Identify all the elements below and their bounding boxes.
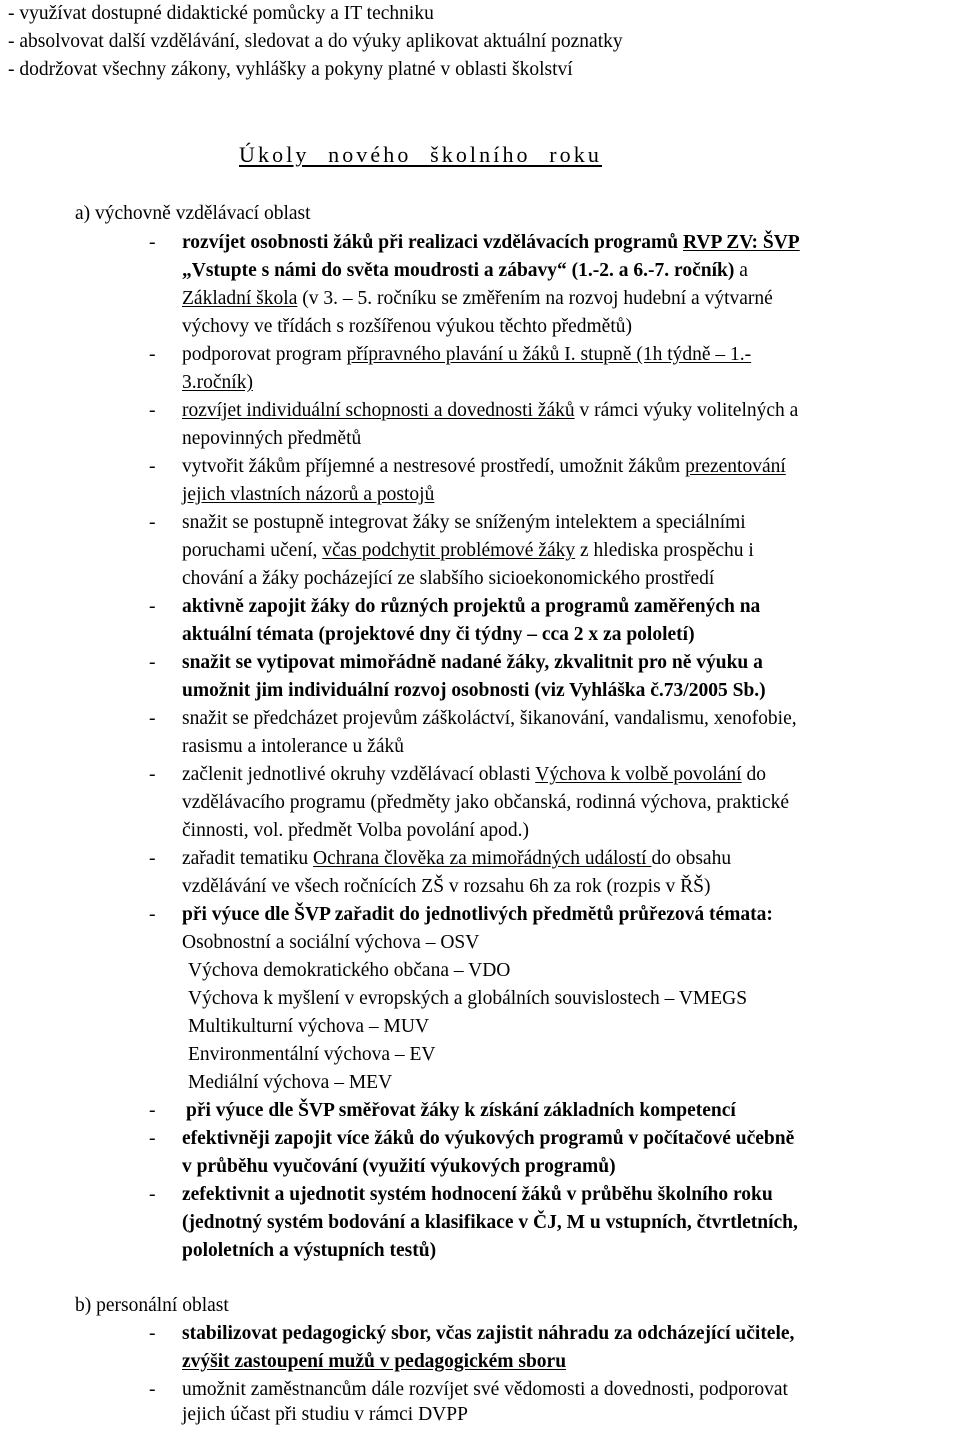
section-a-item-14-line-1: zefektivnit a ujednotit systém hodnocení žáků v průběhu školního roku: [182, 1184, 773, 1205]
bullet-dash: -: [149, 344, 156, 365]
text: rozvíjet osobnosti žáků při realizaci vzdělávacích programů: [182, 232, 683, 253]
section-a-item-13-line-2: v průběhu vyučování (využití výukových programů): [182, 1156, 616, 1177]
section-a-item-11-line-1: při výuce dle ŠVP zařadit do jednotlivých předmětů průřezová témata:: [182, 904, 773, 925]
bullet-dash: -: [149, 708, 156, 729]
section-a-item-1-line-4: výchovy ve třídách s rozšířenou výukou těchto předmětů): [182, 316, 632, 337]
section-b-heading: b) personální oblast: [75, 1295, 229, 1316]
section-a-item-9-line-3: činnosti, vol. předmět Volba povolání apod.): [182, 820, 529, 841]
section-a-item-1-line-3: [182, 285, 773, 313]
topic-mev: Mediální výchova – MEV: [188, 1072, 393, 1093]
section-b-item-2-line-1: umožnit zaměstnancům dále rozvíjet své vědomosti a dovednosti, podporovat: [182, 1379, 788, 1400]
topic-vdo: Výchova demokratického občana – VDO: [188, 960, 511, 981]
section-a-item-9-line-1: [182, 761, 766, 789]
section-a-item-8-line-1: snažit se předcházet projevům záškoláctví, šikanování, vandalismu, xenofobie,: [182, 708, 797, 729]
section-a-item-14-line-3: pololetních a výstupních testů): [182, 1240, 437, 1261]
text: poruchami učení,: [182, 540, 323, 561]
section-a-item-4-line-2: jejich vlastních názorů a postojů: [182, 484, 435, 505]
section-a-item-13-line-1: efektivněji zapojit více žáků do výukových programů v počítačové učebně: [182, 1128, 795, 1149]
section-a-item-3-line-1: [182, 397, 798, 425]
bullet-dash: -: [149, 1128, 156, 1149]
text: zařadit tematiku: [182, 848, 314, 869]
topic-vmegs: Výchova k myšlení v evropských a globálních souvislostech – VMEGS: [188, 988, 748, 1009]
section-a-item-1-line-1: [182, 229, 800, 257]
text: Ochrana člověka za mimořádných událostí: [313, 848, 652, 869]
bullet-dash: -: [149, 904, 156, 925]
text: podporovat program: [182, 344, 347, 365]
text: prezentování: [685, 456, 786, 477]
bullet-dash: -: [149, 1100, 156, 1121]
rvp-link-text: RVP ZV: ŠVP: [683, 232, 800, 253]
section-a-item-9-line-2: vzdělávacího programu (předměty jako občanská, rodinná výchova, praktické: [182, 792, 789, 813]
topic-osv: Osobnostní a sociální výchova – OSV: [182, 932, 480, 953]
bullet-dash: -: [149, 400, 156, 421]
section-a-item-10-line-2: vzdělávání ve všech ročnících ZŠ v rozsahu 6h za rok (rozpis v ŘŠ): [182, 876, 711, 897]
section-a-heading: a) výchovně vzdělávací oblast: [75, 203, 311, 224]
page-title: Úkoly nového školního roku: [239, 142, 602, 167]
bullet-dash: -: [149, 456, 156, 477]
section-a-item-8-line-2: rasismu a intolerance u žáků: [182, 736, 404, 757]
bullet-dash: -: [149, 1184, 156, 1205]
bullet-dash: -: [149, 1323, 156, 1344]
bullet-dash: -: [149, 848, 156, 869]
section-a-item-10-line-1: [182, 845, 731, 873]
text: z hlediska prospěchu i: [575, 540, 754, 561]
section-a-item-5-line-2: [182, 537, 754, 565]
section-b-item-2-line-2: jejich účast při studiu v rámci DVPP: [182, 1404, 468, 1425]
section-a-item-5-line-1: snažit se postupně integrovat žáky se sníženým intelektem a speciálními: [182, 512, 746, 533]
section-a-item-5-line-3: chování a žáky pocházející ze slabšího sicioekonomického prostředí: [182, 568, 715, 589]
bullet-dash: -: [149, 764, 156, 785]
text: ročníku se změřením na rozvoj hudební a výtvarné: [376, 288, 773, 309]
bullet-dash: -: [149, 1379, 156, 1400]
text: rozvíjet individuální schopnosti a dovednosti žáků: [182, 400, 575, 421]
text: v rámci výuky volitelných a: [574, 400, 799, 421]
text: (v 3. – 5.: [297, 288, 377, 309]
text: do obsahu: [651, 848, 732, 869]
section-a-item-3-line-2: nepovinných předmětů: [182, 428, 362, 449]
section-a-item-14-line-2: (jednotný systém bodování a klasifikace v ČJ, M u vstupních, čtvrtletních,: [182, 1212, 798, 1233]
bullet-dash: -: [149, 596, 156, 617]
bullet-dash: -: [149, 232, 156, 253]
text: Základní škola: [182, 288, 298, 309]
section-a-item-6-line-1: aktivně zapojit žáky do různých projektů a programů zaměřených na: [182, 596, 761, 617]
text: přípravného plavání u žáků I. stupně (1h týdně – 1.-: [346, 344, 752, 365]
section-a-item-7-line-1: snažit se vytipovat mimořádně nadané žáky, zkvalitnit pro ně výuku a: [182, 652, 763, 673]
section-a-item-7-line-2: umožnit jim individuální rozvoj osobnosti (viz Vyhláška č.73/2005 Sb.): [182, 680, 766, 701]
section-a-item-6-line-2: aktuální témata (projektové dny či týdny – cca 2 x za pololetí): [182, 624, 695, 645]
section-a-item-2-line-1: [182, 341, 751, 369]
text: včas podchytit problémové žáky: [322, 540, 576, 561]
intro-line-3: - dodržovat všechny zákony, vyhlášky a pokyny platné v oblasti školství: [8, 59, 573, 80]
bullet-dash: -: [149, 512, 156, 533]
intro-line-2: - absolvovat další vzdělávání, sledovat a do výuky aplikovat aktuální poznatky: [8, 31, 623, 52]
text: Výchova k volbě povolání: [535, 764, 742, 785]
text: začlenit jednotlivé okruhy vzdělávací oblasti: [182, 764, 536, 785]
bullet-dash: -: [149, 652, 156, 673]
section-a-item-1-line-2: [182, 257, 748, 285]
topic-muv: Multikulturní výchova – MUV: [188, 1016, 430, 1037]
section-a-item-12-line-1: při výuce dle ŠVP směřovat žáky k získání základních kompetencí: [186, 1100, 736, 1121]
topic-ev: Environmentální výchova – EV: [188, 1044, 436, 1065]
section-b-item-1-line-1: stabilizovat pedagogický sbor, včas zajistit náhradu za odcházející učitele,: [182, 1323, 795, 1344]
text: vytvořit žákům příjemné a nestresové prostředí, umožnit žákům: [182, 456, 686, 477]
text: a: [734, 260, 748, 281]
section-b-item-1-line-2: zvýšit zastoupení mužů v pedagogickém sboru: [182, 1351, 567, 1372]
intro-line-1: - využívat dostupné didaktické pomůcky a IT techniku: [8, 3, 434, 24]
text: do: [741, 764, 766, 785]
text: ročník): [674, 260, 735, 281]
text: „Vstupte s námi do světa moudrosti a zábavy“ (1.-2. a 6.-7.: [182, 260, 675, 281]
section-a-item-2-line-2: 3.ročník): [182, 372, 253, 393]
section-a-item-4-line-1: [182, 453, 786, 481]
